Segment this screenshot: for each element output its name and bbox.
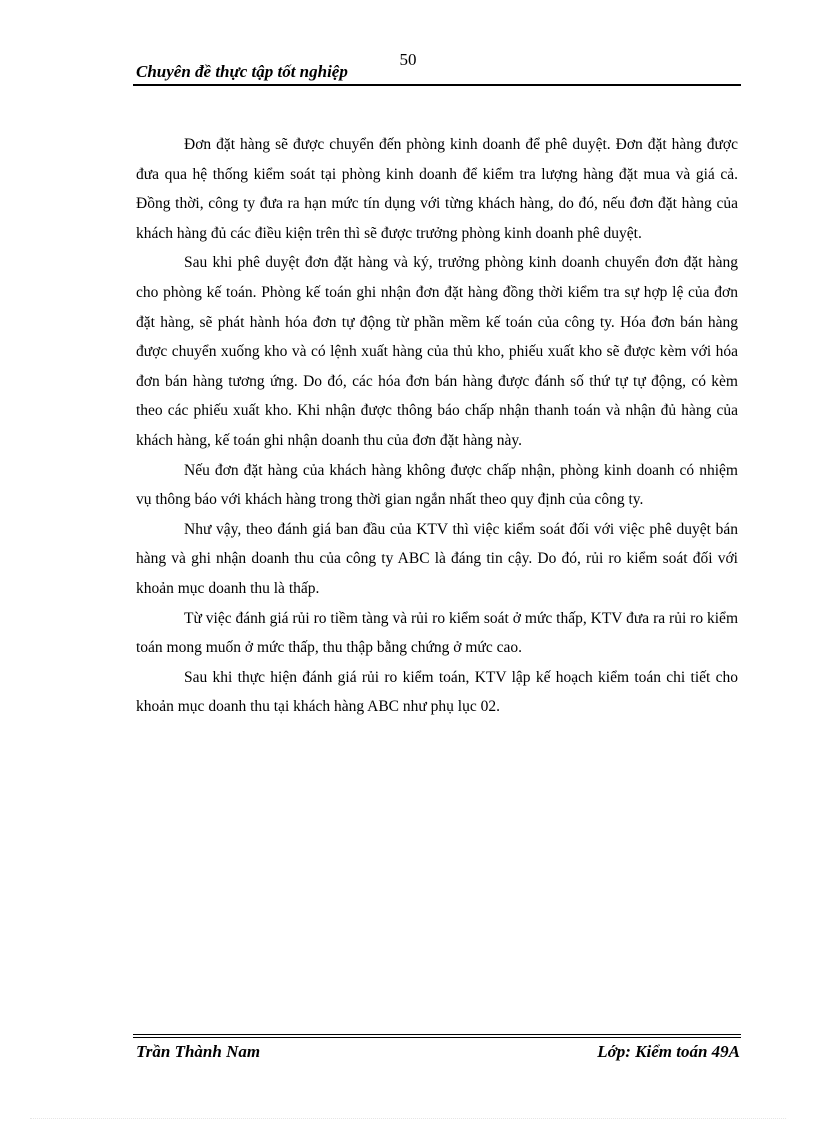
page-number: 50 [399,50,417,69]
paragraph: Từ việc đánh giá rủi ro tiềm tàng và rủi ro kiểm soát ở mức thấp, KTV đưa ra rủi ro kiểm toán mong muốn ở mức thấp, thu thập bằng chứng ở mức cao. [136,609,738,657]
paragraph: Như vậy, theo đánh giá ban đầu của KTV thì việc kiểm soát đối với việc phê duyệt bán hàng và ghi nhận doanh thu của công ty ABC là đáng tin cậy. Do đó, rủi ro kiểm soát đối với khoản mục doanh thu là thấp. [136,520,738,597]
paragraph: Sau khi phê duyệt đơn đặt hàng và ký, trưởng phòng kinh doanh chuyển đơn đặt hàng cho phòng kế toán. Phòng kế toán ghi nhận đơn đặt hàng đồng thời kiểm tra sự hợp lệ của đơn đặt hàng, sẽ phát hành hóa đơn tự động từ phần mềm kế toán của công ty. Hóa đơn bán hàng được chuyển xuống kho và có lệnh xuất hàng của thủ kho, phiếu xuất kho sẽ được kèm với hóa đơn bán hàng tương ứng. Do đó, các hóa đơn bán hàng được đánh số thứ tự tự động, có kèm theo các phiếu xuất kho. Khi nhận được thông báo chấp nhận thanh toán và nhận đủ hàng của khách hàng, kế toán ghi nhận doanh thu của đơn đặt hàng này. [136,254,738,449]
header-title: Chuyên đề thực tập tốt nghiệp [136,62,348,81]
document-body [136,130,738,722]
paragraph: Đơn đặt hàng sẽ được chuyển đến phòng kinh doanh để phê duyệt. Đơn đặt hàng được đưa qua hệ thống kiểm soát tại phòng kinh doanh để kiểm tra lượng hàng đặt mua và giá cả. Đồng thời, công ty đưa ra hạn mức tín dụng với từng khách hàng, do đó, nếu đơn đặt hàng của khách hàng đủ các điều kiện trên thì sẽ được trưởng phòng kinh doanh phê duyệt. [136,136,738,242]
header-rule [133,84,741,86]
page-bottom-divider [30,1118,786,1119]
footer-rule [133,1034,741,1038]
footer-author: Trần Thành Nam [136,1042,261,1061]
footer-class: Lớp: Kiểm toán 49A [597,1042,740,1061]
paragraph: Nếu đơn đặt hàng của khách hàng không được chấp nhận, phòng kinh doanh có nhiệm vụ thông báo với khách hàng trong thời gian ngắn nhất theo quy định của công ty. [136,461,738,509]
paragraph: Sau khi thực hiện đánh giá rủi ro kiểm toán, KTV lập kế hoạch kiểm toán chi tiết cho khoản mục doanh thu tại khách hàng ABC như phụ lục 02. [136,668,738,716]
